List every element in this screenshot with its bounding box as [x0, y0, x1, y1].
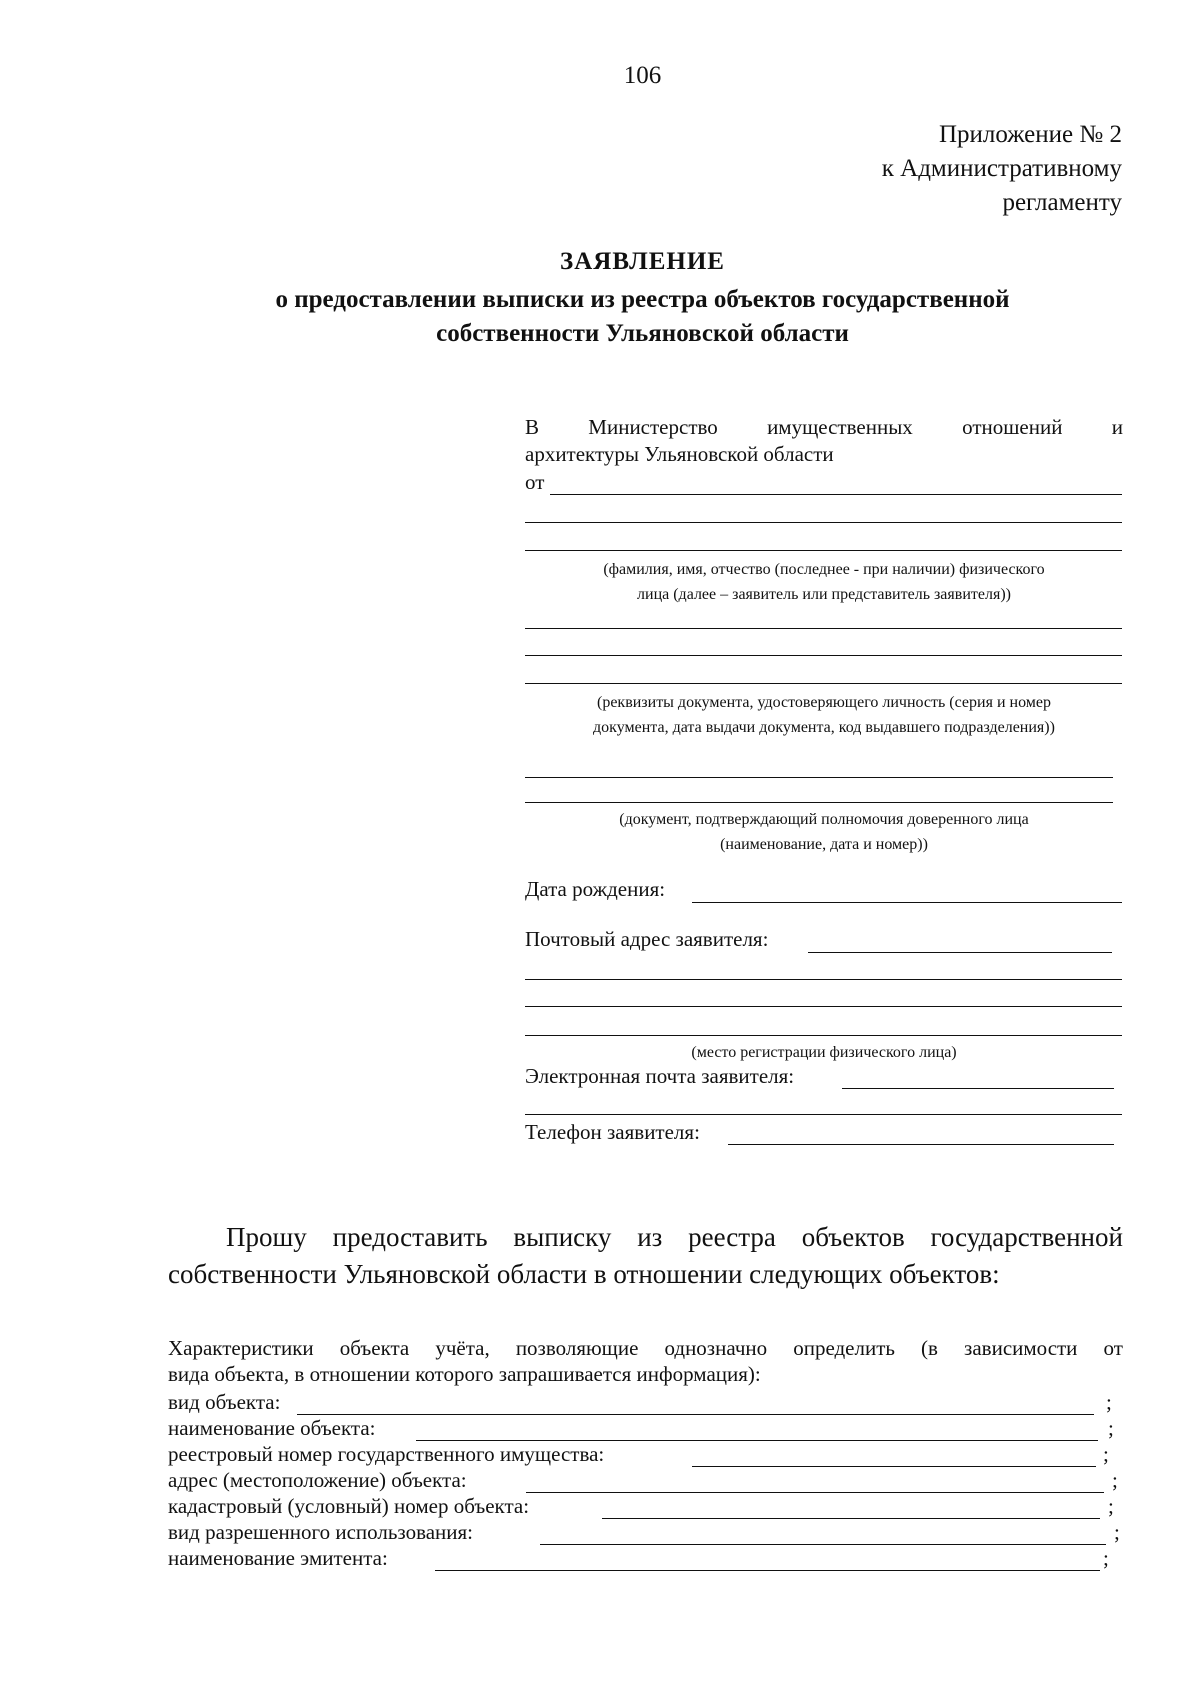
field-terminator: ;: [1114, 1520, 1120, 1544]
field-terminator: ;: [1106, 1390, 1112, 1414]
addressee-line-1: [525, 415, 1123, 440]
phone-input-line[interactable]: [728, 1144, 1114, 1145]
characteristics-line-2: вида объекта, в отношении которого запрашивается информация):: [168, 1362, 761, 1386]
characteristics-word: позволяющие: [515, 1336, 639, 1360]
caption-authority-line-2: (наименование, дата и номер)): [720, 836, 928, 853]
postal-address-input-line[interactable]: [525, 1006, 1122, 1007]
field-terminator: ;: [1108, 1494, 1114, 1518]
addressee-word: отношений: [962, 415, 1063, 439]
field-permitted-use-label: вид разрешенного использования:: [168, 1520, 474, 1544]
from-input-line[interactable]: [525, 522, 1122, 523]
field-address-label: адрес (местоположение) объекта:: [168, 1468, 467, 1492]
request-word: объектов: [801, 1222, 905, 1252]
field-address-input-line[interactable]: [526, 1492, 1104, 1493]
id-doc-input-line[interactable]: [525, 655, 1122, 656]
request-word: Прошу: [226, 1222, 307, 1252]
characteristics-word: объекта: [339, 1336, 410, 1360]
field-terminator: ;: [1103, 1546, 1109, 1570]
postal-address-input-line[interactable]: [808, 952, 1112, 953]
request-word: предоставить: [332, 1222, 488, 1252]
field-object-type-label: вид объекта:: [168, 1390, 281, 1414]
from-input-line[interactable]: [525, 550, 1122, 551]
request-word: реестра: [688, 1222, 776, 1252]
characteristics-word: от: [1103, 1336, 1123, 1360]
addressee-word: В: [525, 415, 540, 439]
email-input-line[interactable]: [842, 1088, 1114, 1089]
field-issuer-name-input-line[interactable]: [435, 1570, 1100, 1571]
addressee-word: и: [1111, 415, 1123, 439]
document-subtitle-line-1: о предоставлении выписки из реестра объектов государственной: [275, 286, 1010, 313]
caption-authority-line-1: (документ, подтверждающий полномочия доверенного лица: [619, 811, 1029, 828]
caption-name-line-2: лица (далее – заявитель или представитель заявителя)): [637, 586, 1011, 603]
request-word: из: [637, 1222, 663, 1252]
field-terminator: ;: [1112, 1468, 1118, 1492]
field-issuer-name-label: наименование эмитента:: [168, 1546, 388, 1570]
page-number: 106: [623, 62, 662, 89]
addressee-line-2: архитектуры Ульяновской области: [525, 442, 834, 466]
authority-input-line[interactable]: [525, 802, 1113, 803]
characteristics-word: (в: [921, 1336, 938, 1360]
appendix-line-3: регламенту: [1002, 189, 1122, 216]
characteristics-word: учёта,: [435, 1336, 490, 1360]
field-cadastral-number-label: кадастровый (условный) номер объекта:: [168, 1494, 530, 1518]
caption-registration: (место регистрации физического лица): [691, 1044, 957, 1061]
request-line-1: [168, 1222, 1123, 1253]
request-word: государственной: [930, 1222, 1123, 1252]
request-word: выписку: [513, 1222, 612, 1252]
from-input-line[interactable]: [550, 494, 1122, 495]
characteristics-word: однозначно: [664, 1336, 768, 1360]
email-input-line[interactable]: [525, 1114, 1122, 1115]
phone-label: Телефон заявителя:: [525, 1120, 700, 1144]
characteristics-line-1: [168, 1336, 1123, 1361]
postal-address-input-line[interactable]: [525, 1035, 1122, 1036]
id-doc-input-line[interactable]: [525, 628, 1122, 629]
document-subtitle-line-2: собственности Ульяновской области: [436, 320, 849, 347]
from-label: от: [525, 470, 545, 494]
birth-date-label: Дата рождения:: [525, 877, 666, 901]
field-terminator: ;: [1108, 1416, 1114, 1440]
appendix-line-1: Приложение № 2: [938, 121, 1122, 148]
postal-address-label: Почтовый адрес заявителя:: [525, 927, 769, 951]
characteristics-word: зависимости: [964, 1336, 1078, 1360]
authority-input-line[interactable]: [525, 777, 1113, 778]
birth-date-input-line[interactable]: [692, 902, 1122, 903]
caption-id-doc-line-2: документа, дата выдачи документа, код выдавшего подразделения)): [593, 719, 1055, 736]
field-permitted-use-input-line[interactable]: [540, 1544, 1106, 1545]
appendix-line-2: к Административному: [881, 155, 1122, 182]
field-object-name-label: наименование объекта:: [168, 1416, 376, 1440]
caption-id-doc-line-1: (реквизиты документа, удостоверяющего личность (серия и номер: [596, 694, 1051, 711]
email-label: Электронная почта заявителя:: [525, 1064, 795, 1088]
postal-address-input-line[interactable]: [525, 979, 1122, 980]
field-object-type-input-line[interactable]: [297, 1414, 1094, 1415]
request-line-2: собственности Ульяновской области в отношении следующих объектов:: [168, 1259, 1000, 1289]
addressee-word: имущественных: [767, 415, 913, 439]
caption-name-line-1: (фамилия, имя, отчество (последнее - при наличии) физического: [603, 561, 1045, 578]
id-doc-input-line[interactable]: [525, 683, 1122, 684]
field-registry-number-input-line[interactable]: [692, 1466, 1096, 1467]
field-object-name-input-line[interactable]: [416, 1440, 1098, 1441]
field-terminator: ;: [1103, 1442, 1109, 1466]
field-registry-number-label: реестровый номер государственного имущества:: [168, 1442, 605, 1466]
characteristics-word: определить: [793, 1336, 895, 1360]
characteristics-word: Характеристики: [168, 1336, 314, 1360]
document-title: ЗАЯВЛЕНИЕ: [560, 248, 725, 275]
addressee-word: Министерство: [588, 415, 718, 439]
field-cadastral-number-input-line[interactable]: [602, 1518, 1100, 1519]
